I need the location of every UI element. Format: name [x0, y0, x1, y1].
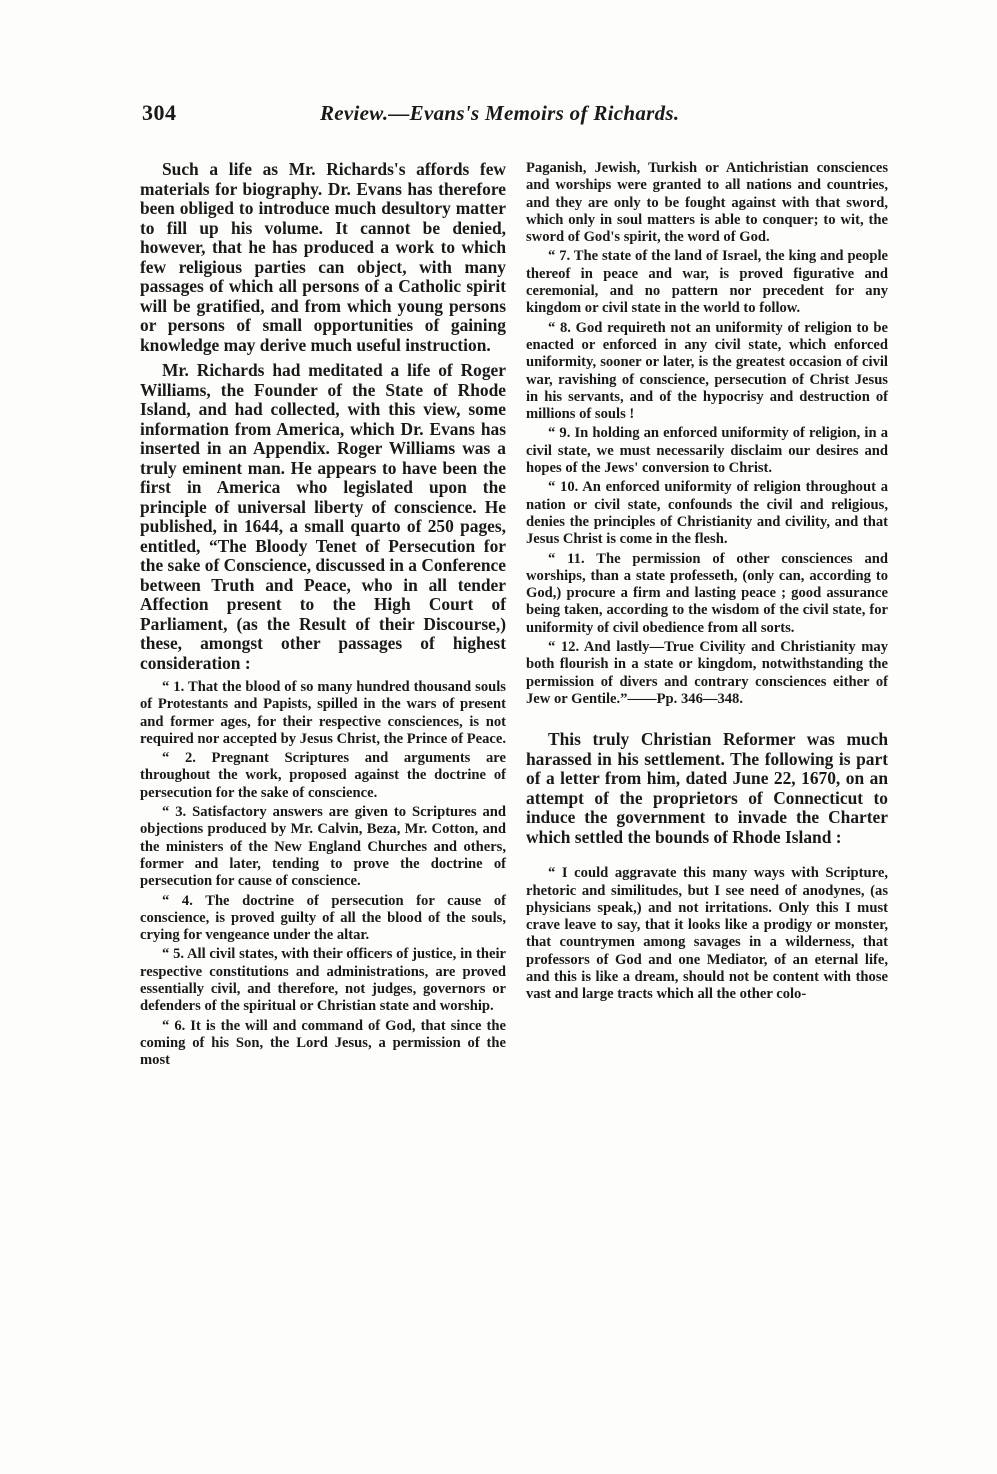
page-header [140, 100, 888, 134]
quoted-item: “ 3. Satisfactory answers are given to Scriptures and objections produced by Mr. Calvin, Beza, Mr. Cotton, and the ministers of the New England Churches and others, former and later, tending to prove the doctrine of persecution for cause of conscience. [140, 804, 506, 890]
page-number: 304 [142, 100, 177, 125]
quoted-item: “ 12. And lastly—True Civility and Christianity may both flourish in a state or kingdom, notwithstanding the permission of divers and contrary consciences either of Jew or Gentile.”——Pp. 346—348. [526, 639, 888, 707]
quoted-item: “ 8. God requireth not an uniformity of religion to be enacted or enforced in any civil state, which enforced uniformity, sooner or later, is the greatest occasion of civil war, ravishing of conscience, persecution of Christ Jesus in his servants, and of the hypocrisy and destruction of millions of souls ! [526, 319, 888, 423]
paragraph: Mr. Richards had meditated a life of Roger Williams, the Founder of the State of Rhode Island, and had collected, with this view, some information from America, which Dr. Evans has inserted in an Appendix. Roger Williams was a truly eminent man. He appears to have been the first in America who legislated upon the principle of universal liberty of conscience. He published, in 1644, a small quarto of 250 pages, entitled, “The Bloody Tenet of Persecution for the sake of Conscience, discussed in a Conference between Truth and Peace, who in all tender Affection present to the High Court of Parliament, (as the Result of their Discourse,) these, amongst other passages of highest consideration : [140, 360, 506, 673]
quoted-item: “ 5. All civil states, with their officers of justice, in their respective constitutions and administrations, are proved essentially civil, and therefore, not judges, governors or defenders of the spiritual or Christian state and worship. [140, 946, 506, 1015]
quoted-item: “ 1. That the blood of so many hundred thousand souls of Protestants and Papists, spilled in the wars of present and former ages, for their respective consciences, is not required nor accepted by Jesus Christ, the Prince of Peace. [140, 679, 507, 747]
quoted-item: “ 9. In holding an enforced uniformity of religion, in a civil state, we must necessarily disclaim our desires and hopes of the Jews' conversion to Christ. [526, 425, 888, 477]
quoted-item: “ 11. The permission of other consciences and worships, than a state professeth, (only can, according to God,) procure a firm and lasting peace ; good assurance being taken, according to the wisdom of the civil state, for uniformity of civil obedience from all sorts. [526, 550, 888, 636]
quoted-item: “ 6. It is the will and command of God, that since the coming of his Son, the Lord Jesus, a permission of the most [140, 1017, 506, 1069]
quoted-item: “ 10. An enforced uniformity of religion throughout a nation or civil state, confounds the civil and religious, denies the principles of Christianity and civility, and that Jesus Christ is come in the flesh. [526, 479, 888, 548]
paragraph: This truly Christian Reformer was much harassed in his settlement. The following is part of a letter from him, dated June 22, 1670, on an attempt of the proprietors of Connecticut to induce the government to invade the Charter which settled the bounds of Rhode Island : [526, 729, 888, 847]
left-column [140, 160, 506, 1070]
right-column [526, 160, 888, 1004]
quoted-item: “ 4. The doctrine of persecution for cause of conscience, is proved guilty of all the blood of the souls, crying for vengeance under the altar. [140, 892, 506, 944]
letter-quote: “ I could aggravate this many ways with Scripture, rhetoric and similitudes, but I see need of anodynes, (as physicians speak,) and not irritations. Only this I must crave leave to say, that it looks like a prodigy or monster, that countrymen among savages in a wilderness, that professors of God and one Mediator, of an eternal life, and this is like a dream, should not be content with those vast and large tracts which all the other colo- [526, 865, 888, 1003]
quoted-item-continued: Paganish, Jewish, Turkish or Antichristian consciences and worships were granted to all nations and countries, and they are only to be fought against with that sword, which only in soul matters is able to conquer; to wit, the sword of God's spirit, the word of God. [526, 160, 888, 246]
paragraph: Such a life as Mr. Richards's affords few materials for biography. Dr. Evans has therefore been obliged to introduce much desultory matter to fill up his volume. It cannot be denied, however, that he has produced a work to which few religious parties can object, with many passages of which all persons of a Catholic spirit will be gratified, and from which young persons or persons of small opportunities of gaining knowledge may derive much useful instruction. [140, 159, 506, 355]
running-title: Review.—Evans's Memoirs of Richards. [320, 101, 680, 125]
quoted-item: “ 7. The state of the land of Israel, the king and people thereof in peace and war, is proved figurative and ceremonial, and no pattern nor precedent for any kingdom or civil state in the world to follow. [526, 248, 888, 317]
quoted-item: “ 2. Pregnant Scriptures and arguments are throughout the work, proposed against the doctrine of persecution for the sake of conscience. [140, 750, 506, 801]
